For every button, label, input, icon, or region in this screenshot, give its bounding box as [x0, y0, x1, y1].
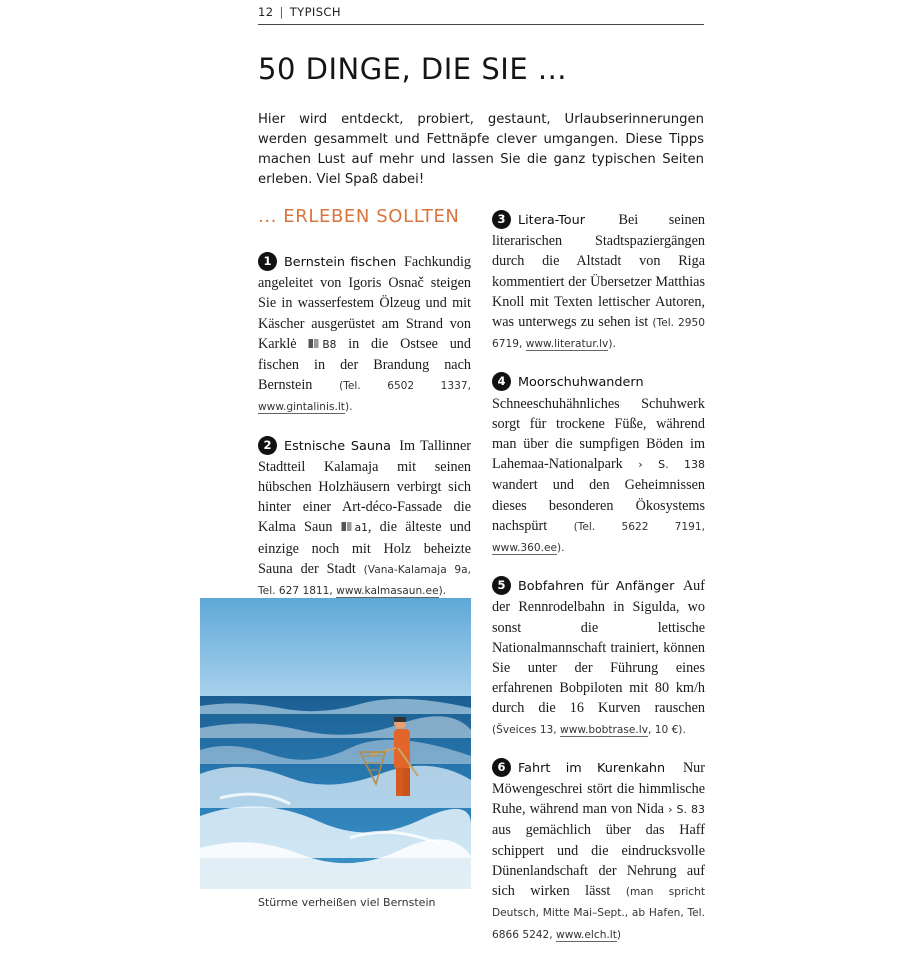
tip-meta-suffix: ).: [344, 401, 353, 414]
tip-meta-suffix: ).: [557, 542, 565, 555]
tip-meta-suffix: , 10 €).: [647, 723, 686, 736]
map-reference: [308, 339, 336, 351]
photo-illustration: [200, 598, 471, 889]
website-link[interactable]: www.360.ee: [492, 542, 558, 555]
website-link[interactable]: www.gintalinis.lt: [258, 401, 345, 414]
tip-number-badge: 6: [492, 758, 511, 777]
page-reference[interactable]: › S. 83: [668, 803, 706, 817]
tip-text: Bei seinen literarischen Stadtspaziergängen durch die Altstadt von Riga kommentiert der Übersetzer Matthias Knoll mit Texten lettischer Autoren, was unterwegs zu sehen ist: [492, 212, 706, 331]
tip-title: Bobfahren für Anfänger: [518, 579, 675, 595]
tip-meta-suffix: ): [616, 928, 622, 941]
tip-title: Litera-Tour: [518, 213, 585, 228]
tip-meta-prefix: (Vana-Kalamaja 9a, Tel. 627 1811,: [258, 563, 472, 598]
section-heading: ... ERLEBEN SOLLTEN: [258, 206, 460, 227]
tip-text-continued: aus gemächlich über das Haff schippert und die eindrucksvolle Dünenlandschaft der Nehrung auf sich wirken lässt: [492, 822, 705, 900]
tip-meta-prefix: (Tel. 5622 7191,: [573, 520, 705, 533]
tip-text: Nur Möwengeschrei stört die himmlische Ruhe, während man von Nida: [492, 759, 706, 818]
header-separator: |: [279, 5, 284, 19]
page-number: 12: [258, 5, 274, 19]
photo-amber-fishing: [200, 598, 471, 889]
page-title: 50 DINGE, DIE SIE ...: [258, 52, 568, 86]
tip-text-continued: wandert und den Geheimnissen dieses besonderen Ökosystems nachspürt: [492, 477, 705, 534]
running-head: [258, 5, 341, 19]
tip-title: Fahrt im Kurenkahn: [518, 760, 666, 776]
tip-text: Auf der Rennrodelbahn in Sigulda, wo sonst die lettische Nationalmannschaft trainiert, können Sie unter der Führung eines erfahrenen Bobpiloten mit 80 km/h durch die 16 Kurven rauschen: [492, 578, 706, 717]
map-grid-ref: B8: [322, 338, 337, 351]
section-label: TYPISCH: [289, 5, 341, 19]
tip-item: [492, 210, 705, 354]
tip-meta-prefix: (Tel. 6502 1337,: [339, 380, 471, 393]
website-link[interactable]: www.elch.lt: [556, 928, 617, 941]
tip-text: Schneeschuhähnliches Schuhwerk sorgt für trockene Füße, während man über die sumpfigen Böden im Lahemaa-Nationalpark: [492, 395, 705, 473]
page-reference[interactable]: › S. 138: [638, 458, 705, 472]
map-reference: [341, 522, 368, 534]
tip-number-badge: 4: [492, 372, 511, 391]
map-book-icon: [308, 338, 319, 349]
right-column: [492, 210, 705, 963]
tip-item: [492, 576, 705, 740]
website-link[interactable]: www.literatur.lv: [525, 338, 609, 351]
website-link[interactable]: www.kalmasaun.ee: [336, 585, 439, 598]
map-grid-ref: a1: [354, 522, 368, 535]
tip-text: Fachkundig angeleitet von Igoris Osnač steigen Sie in wasserfestem Ölzeug und mit Käscher ausgerüstet am Strand von Karklė: [258, 254, 471, 352]
tip-text-continued: in die Ostsee und fischen in der Brandung nach Bernstein: [258, 335, 471, 394]
website-link[interactable]: www.bobtrase.lv: [560, 723, 648, 736]
tip-number-badge: 1: [258, 252, 277, 271]
tip-item: [492, 372, 705, 558]
tip-title: Bernstein fischen: [284, 255, 397, 270]
tip-title: Moorschuhwandern: [518, 375, 644, 391]
tip-item: [258, 252, 471, 418]
tip-item: [492, 758, 705, 945]
tip-meta-prefix: (Tel. 2950 6719,: [492, 317, 705, 351]
tip-meta-prefix: (Šveices 13,: [492, 723, 561, 736]
photo-caption: Stürme verheißen viel Bernstein: [258, 896, 436, 909]
tip-text-continued: , die älteste und einzige noch mit Holz beheizte Sauna der Stadt: [258, 519, 471, 577]
tip-meta-suffix: ).: [438, 585, 447, 598]
intro-paragraph: Hier wird entdeckt, probiert, gestaunt, Urlaubserinnerungen werden gesammelt und Fettnäpfe clever umgangen. Diese Tipps machen Lust auf mehr und lassen Sie die ganz typischen Seiten erleben. Viel Spaß dabei!: [258, 112, 704, 187]
header-rule: [258, 24, 704, 25]
tip-title: Estnische Sauna: [284, 438, 391, 454]
tip-meta-prefix: (man spricht Deutsch, Mitte Mai–Sept., ab Hafen, Tel. 6866 5242,: [492, 886, 705, 941]
tip-meta: [492, 724, 686, 737]
tip-number-badge: 2: [258, 436, 277, 455]
left-column: [258, 252, 471, 619]
map-book-icon: [341, 521, 352, 532]
tip-number-badge: 5: [492, 576, 511, 595]
tip-item: [258, 436, 471, 602]
tip-number-badge: 3: [492, 210, 511, 229]
tip-meta-suffix: ).: [608, 338, 616, 351]
tip-text: Im Tallinner Stadtteil Kalamaja mit seinen hübschen Holzhäusern verbirgt sich hinter einer Art-déco-Fassade die Kalma Saun: [258, 437, 472, 536]
